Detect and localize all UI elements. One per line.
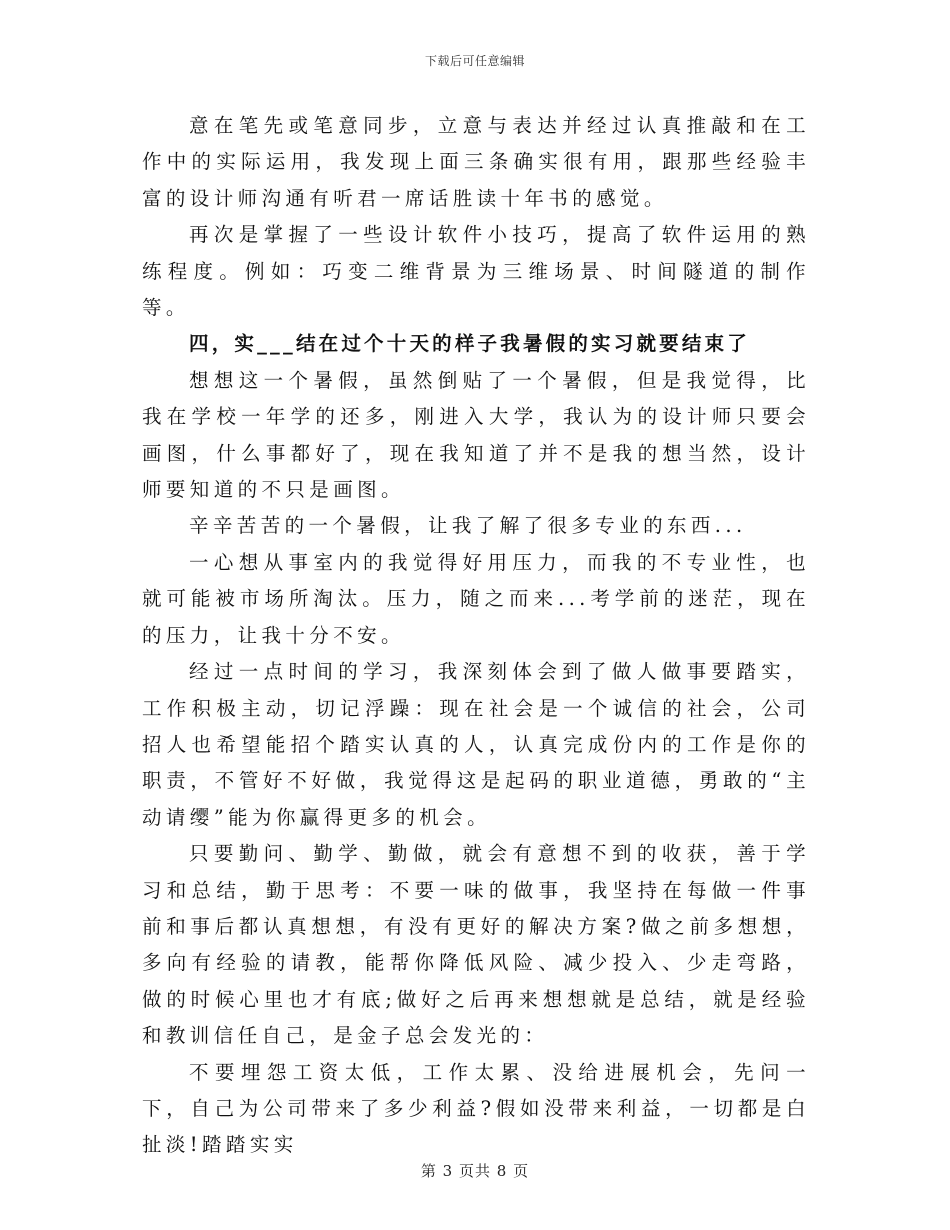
paragraph-design-method: 意在笔先或笔意同步，立意与表达并经过认真推敲和在工作中的实际运用，我发现上面三条确实很有用，跟那些经验丰富的设计师沟通有听君一席话胜读十年书的感觉。 — [142, 114, 810, 210]
document-body — [142, 108, 810, 1164]
page-header: 下载后可任意编辑 — [424, 54, 525, 68]
page-number: 第 3 页共 8 页 — [420, 1162, 530, 1180]
paragraph-summer-reflection: 想想这一个暑假，虽然倒贴了一个暑假，但是我觉得，比我在学校一年学的还多，刚进入大学，我认为的设计师只要会画图，什么事都好了，现在我知道了并不是我的想当然，设计师要知道的不只是画图。 — [142, 368, 810, 502]
section-heading: 四，实___结在过个十天的样子我暑假的实习就要结束了 — [189, 332, 750, 356]
paragraph-work-attitude: 经过一点时间的学习，我深刻体会到了做人做事要踏实，工作积极主动，切记浮躁：现在社会是一个诚信的社会，公司招人也希望能招个踏实认真的人，认真完成份内的工作是你的职责，不管好不好做，我觉得这是起码的职业道德，勇敢的“主动请缨”能为你赢得更多的机会。 — [142, 660, 810, 829]
paragraph-software-skills: 再次是掌握了一些设计软件小技巧，提高了软件运用的熟练程度。例如：巧变二维背景为三维场景、时间隧道的制作等。 — [142, 223, 810, 320]
paragraph-learned: 辛辛苦苦的一个暑假，让我了解了很多专业的东西... — [189, 514, 747, 538]
paragraph-salary: 不要埋怨工资太低，工作太累、没给进展机会，先问一下，自己为公司带来了多少利益?假如没带来利益，一切都是白扯淡!踏踏实实 — [142, 1060, 810, 1157]
paragraph-ask-learn-do: 只要勤问、勤学、勤做，就会有意想不到的收获，善于学习和总结，勤于思考：不要一味的做事，我坚持在每做一件事前和事后都认真想想，有没有更好的解决方案?做之前多想想，多向有经验的请教，能帮你降低风险、减少投入、少走弯路，做的时候心里也才有底;做好之后再来想想就是总结，就是经验和教训信任自己，是金子总会发光的： — [142, 842, 810, 1048]
paragraph-pressure: 一心想从事室内的我觉得好用压力，而我的不专业性，也就可能被市场所淘汰。压力，随之而来...考学前的迷茫，现在的压力，让我十分不安。 — [142, 550, 810, 647]
